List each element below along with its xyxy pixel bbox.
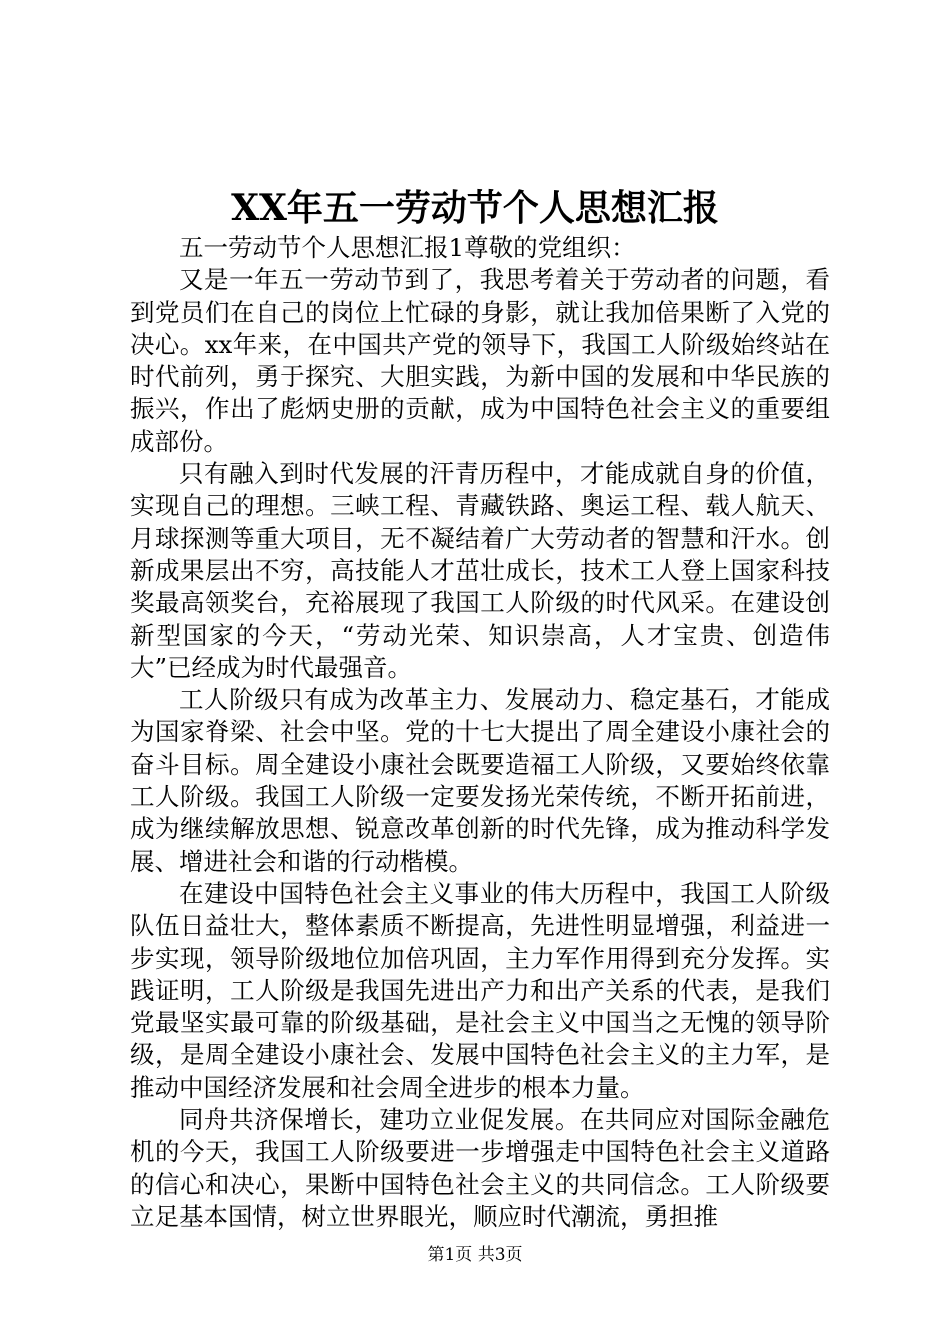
paragraph-5: 同舟共济保增长，建功立业促发展。在共同应对国际金融危机的今天，我国工人阶级要进一步增强走中国特色社会主义道路的信心和决心，果断中国特色社会主义的共同信念。工人阶级要立足基本国情，树立世界眼光，顺应时代潮流，勇担推 xyxy=(130,1105,830,1231)
document-body xyxy=(130,232,830,1233)
paragraph-3: 工人阶级只有成为改革主力、发展动力、稳定基石，才能成为国家脊梁、社会中坚。党的十七大提出了周全建设小康社会的奋斗目标。周全建设小康社会既要造福工人阶级，又要始终依靠工人阶级。我国工人阶级一定要发扬光荣传统，不断开拓前进，成为继续解放思想、锐意改革创新的时代先锋，成为推动科学发展、增进社会和谐的行动楷模。 xyxy=(130,685,830,876)
paragraph-4: 在建设中国特色社会主义事业的伟大历程中，我国工人阶级队伍日益壮大，整体素质不断提高，先进性明显增强，利益进一步实现，领导阶级地位加倍巩固，主力军作用得到充分发挥。实践证明，工人阶级是我国先进出产力和出产关系的代表，是我们党最坚实最可靠的阶级基础，是社会主义中国当之无愧的领导阶级，是周全建设小康社会、发展中国特色社会主义的主力军，是推动中国经济发展和社会周全进步的根本力量。 xyxy=(130,878,830,1102)
paragraph-2: 只有融入到时代发展的汗青历程中，才能成就自身的价值，实现自己的理想。三峡工程、青藏铁路、奥运工程、载人航天、月球探测等重大项目，无不凝结着广大劳动者的智慧和汗水。创新成果层出不穷，高技能人才茁壮成长，技术工人登上国家科技奖最高领奖台，充裕展现了我国工人阶级的时代风采。在建设创新型国家的今天，“劳动光荣、知识崇高，人才宝贵、创造伟大”已经成为时代最强音。 xyxy=(130,459,830,682)
document-title: XX年五一劳动节个人思想汇报 xyxy=(231,187,719,229)
paragraph-salutation: 五一劳动节个人思想汇报1尊敬的党组织： xyxy=(179,233,636,262)
page-footer: 第1页 共3页 xyxy=(427,1245,523,1265)
paragraph-1: 又是一年五一劳动节到了，我思考着关于劳动者的问题，看到党员们在自己的岗位上忙碌的身影，就让我加倍果断了入党的决心。xx年来，在中国共产党的领导下，我国工人阶级始终站在时代前列，勇于探究、大胆实践，为新中国的发展和中华民族的振兴，作出了彪炳史册的贡献，成为中国特色社会主义的重要组成部份。 xyxy=(130,265,830,456)
